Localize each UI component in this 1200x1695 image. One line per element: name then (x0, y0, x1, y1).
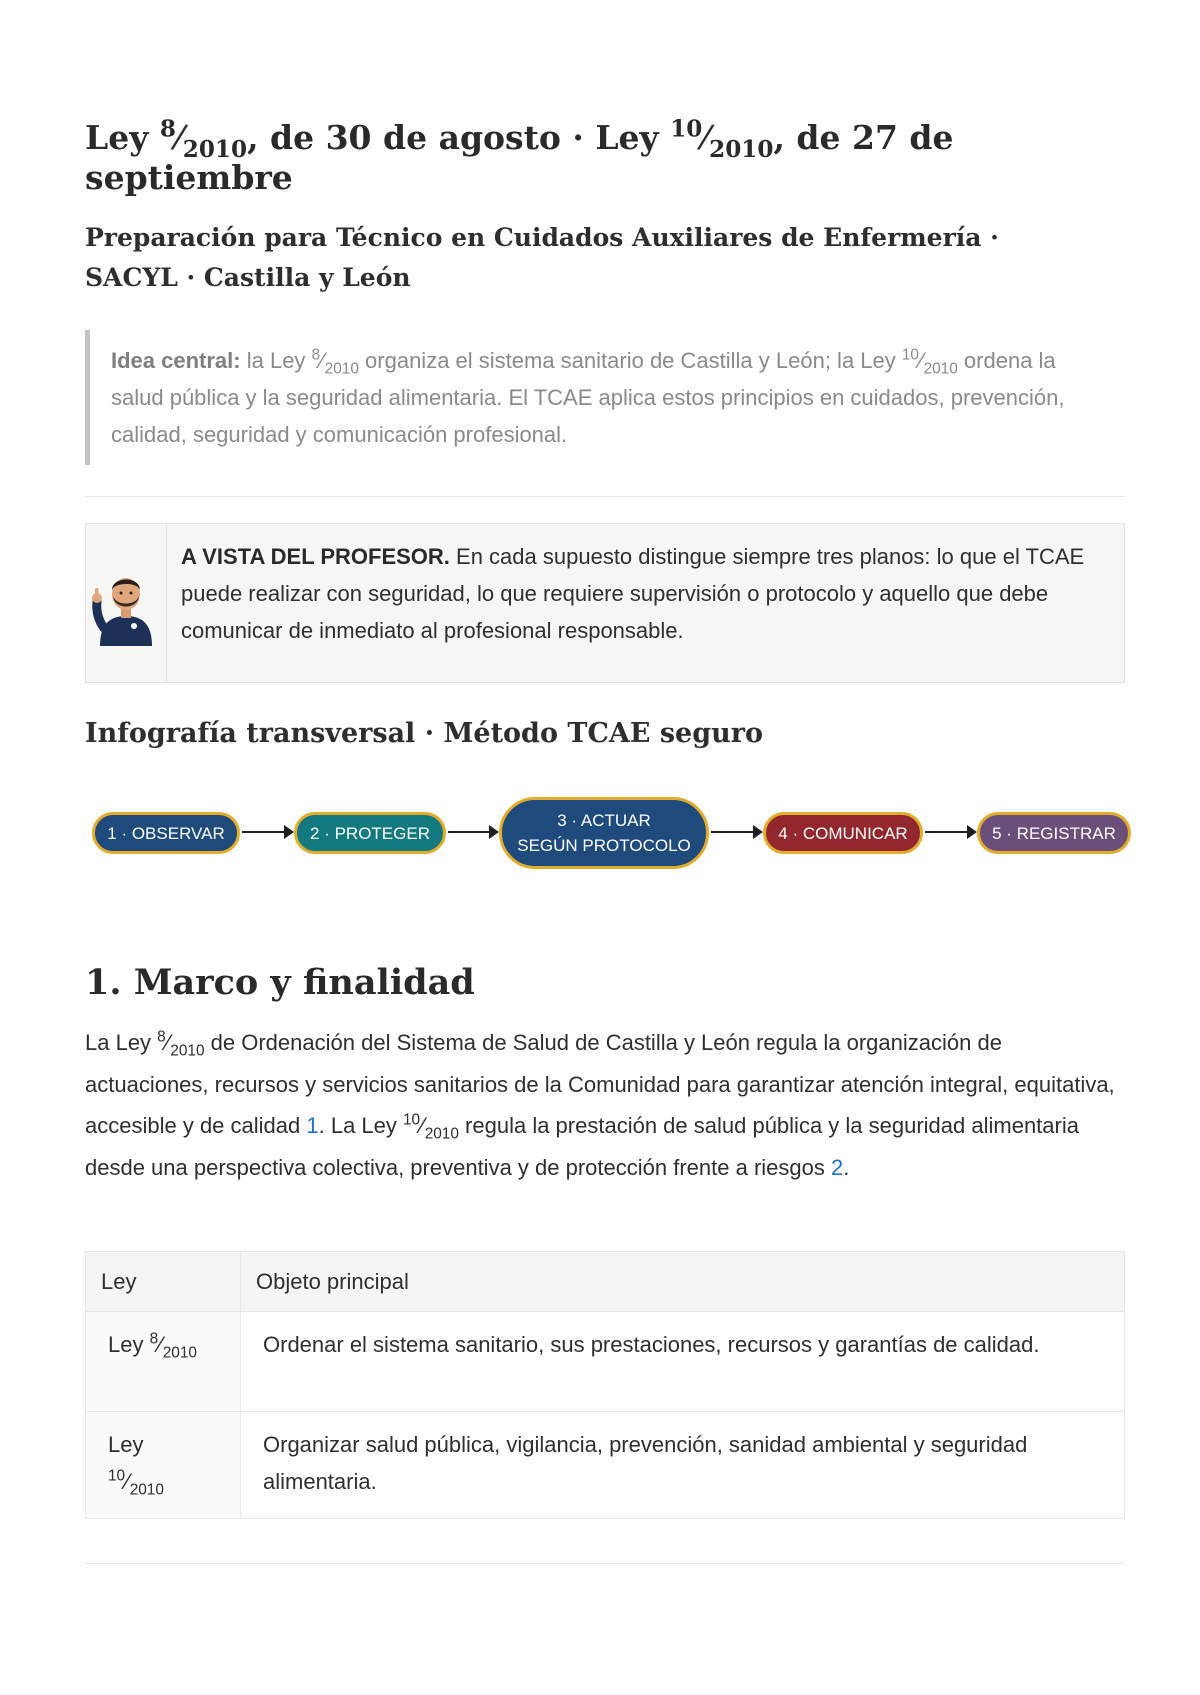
laws-table (85, 1251, 1125, 1519)
professor-tip-box (85, 523, 1125, 683)
table-row (86, 1412, 1125, 1519)
idea-central-text: Idea central: la Ley $^8⁄_{2010}$ organiza el sistema sanitario de Castilla y León; la Ley $^{10}⁄_{2010}$ ordena la salud pública y la seguridad alimentaria. El TCAE aplica estos principios en cuidados, prevención, calidad, seguridad y comunicación profesional. (111, 346, 1065, 447)
flow-arrow (242, 831, 292, 833)
law1-fraction: $^8⁄_{2010}$ (159, 115, 248, 164)
step-observar: 1 · OBSERVAR (92, 812, 240, 854)
method-flow (85, 797, 1125, 869)
infographic-heading: Infografía transversal · Método TCAE seguro (85, 718, 763, 749)
step-registrar: 5 · REGISTRAR (977, 812, 1131, 854)
professor-tip-text: A VISTA DEL PROFESOR. En cada supuesto distingue siempre tres planos: lo que el TCAE puede realizar con seguridad, lo que requiere supervisión o protocolo y aquello que debe comunicar de inmediato al profesional responsable. (181, 544, 1085, 643)
step-proteger: 2 · PROTEGER (294, 812, 446, 854)
law-cell: Ley $^{10}⁄_{2010}$ (86, 1412, 241, 1519)
flow-arrow (925, 831, 975, 833)
section-paragraph: La Ley $^8⁄_{2010}$ de Ordenación del Sistema de Salud de Castilla y León regula la organización de actuaciones, recursos y servicios sanitarios de la Comunidad para garantizar atención integral, equitativa, accesible y de calidad 1. La Ley $^{10}⁄_{2010}$ regula la prestación de salud pública y la seguridad alimentaria desde una perspectiva colectiva, preventiva y de protección frente a riesgos 2. (85, 1028, 1115, 1180)
step-comunicar: 4 · COMUNICAR (763, 812, 923, 854)
objeto-cell: Ordenar el sistema sanitario, sus prestaciones, recursos y garantías de calidad. (241, 1312, 1125, 1412)
professor-avatar (86, 558, 166, 648)
column-header: Ley (86, 1252, 241, 1312)
divider (85, 496, 1125, 497)
flow-arrow (711, 831, 761, 833)
section-heading: 1. Marco y finalidad (85, 962, 475, 1003)
reference-link[interactable]: 1 (306, 1113, 319, 1138)
table-header-row (86, 1252, 1125, 1312)
law2-fraction: $^{10}⁄_{2010}$ (670, 115, 774, 164)
document-title: Ley $^8⁄_{2010}$, de 30 de agosto · Ley $^{10}⁄_{2010}$, de 27 de septiembre (85, 115, 954, 197)
column-header: Objeto principal (241, 1252, 1125, 1312)
law-cell: Ley $^8⁄_{2010}$ (86, 1312, 241, 1412)
document-subtitle: Preparación para Técnico en Cuidados Auxiliares de Enfermería · SACYL · Castilla y León (85, 223, 999, 292)
step-actuar-protocolo: 3 · ACTUAR SEGÚN PROTOCOLO (499, 797, 709, 869)
reference-link[interactable]: 2 (830, 1154, 844, 1180)
professor-avatar-cell (86, 524, 167, 682)
idea-central-callout (85, 330, 1085, 465)
table-row (86, 1312, 1125, 1412)
flow-arrow (448, 831, 497, 833)
objeto-cell: Organizar salud pública, vigilancia, prevención, sanidad ambiental y seguridad alimentaria. (241, 1412, 1125, 1519)
divider (85, 1563, 1125, 1564)
